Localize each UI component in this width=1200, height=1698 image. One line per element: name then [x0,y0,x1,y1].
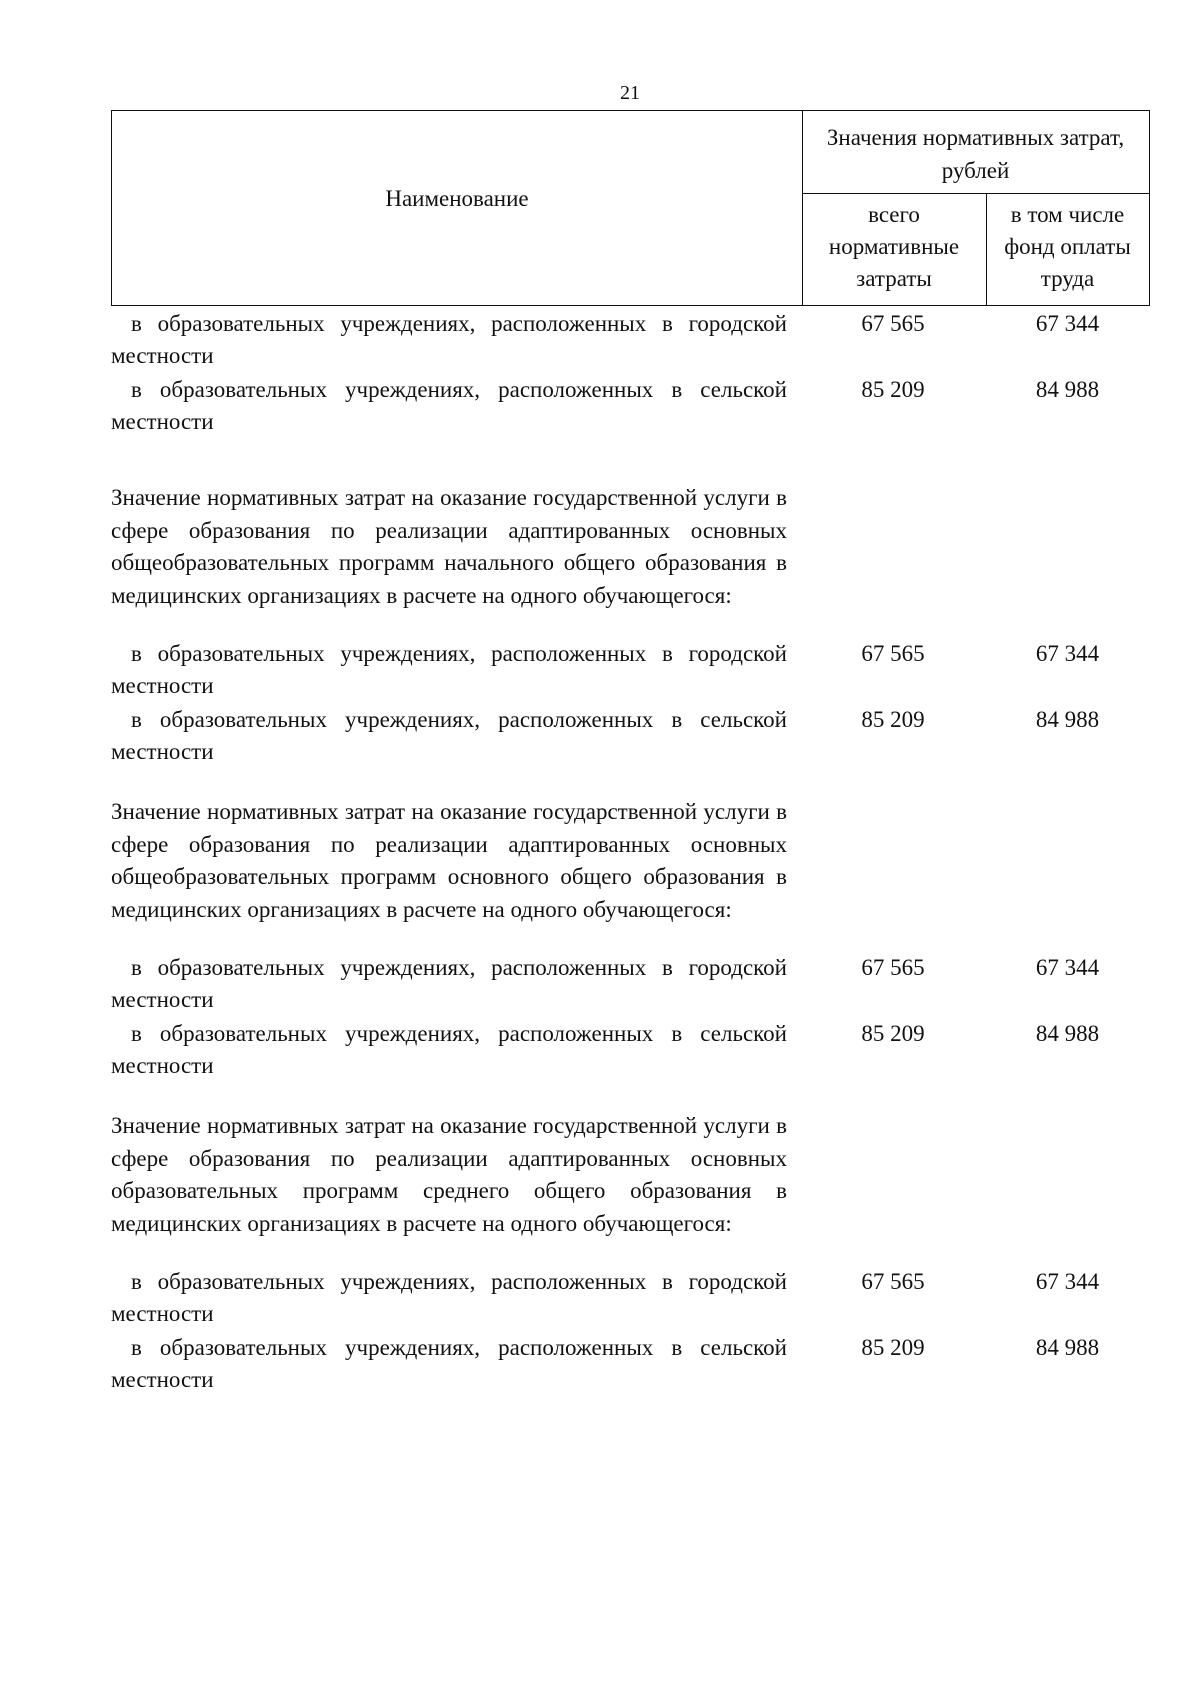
value-total: 85 209 [861,707,925,732]
section-heading: Значение нормативных затрат на оказание государственной услуги в сфере образования по реализации адаптированных основных общеобразовательных программ начального общего образования в медицинских организациях в расчете на одного обучающегося: [111,485,787,608]
row-label: в образовательных учреждениях, расположенных в городской местности [111,641,787,698]
value-total: 67 565 [861,955,925,980]
table-row [111,638,1151,702]
value-total: 67 565 [861,641,925,666]
section-heading: Значение нормативных затрат на оказание государственной услуги в сфере образования по реализации адаптированных основных образовательных программ среднего общего образования в медицинских организациях в расчете на одного обучающегося: [111,1113,787,1236]
row-label: в образовательных учреждениях, расположенных в сельской местности [111,377,787,434]
section-heading: Значение нормативных затрат на оказание государственной услуги в сфере образования по реализации адаптированных основных общеобразовательных программ основного общего образования в медицинских организациях в расчете на одного обучающегося: [111,799,787,922]
value-wage-fund: 67 344 [1035,641,1100,666]
value-total: 67 565 [861,1269,925,1294]
table-header [111,110,1150,306]
row-label: в образовательных учреждениях, расположенных в сельской местности [111,1021,787,1078]
page-number: 21 [620,82,640,104]
table-row [111,1332,1151,1396]
value-wage-fund: 67 344 [1035,311,1100,336]
value-total: 85 209 [861,377,925,402]
value-wage-fund: 84 988 [1035,1335,1100,1360]
row-label: в образовательных учреждениях, расположенных в городской местности [111,955,787,1012]
top-rows [111,308,1151,438]
row-label: в образовательных учреждениях, расположенных в сельской местности [111,1335,787,1392]
header-divider [802,193,1149,194]
column-header-total: всего нормативные затраты [828,202,960,291]
column-header-name: Наименование [385,186,529,211]
table-row [111,704,1151,768]
table-row [111,1018,1151,1082]
section-secondary-education [111,1110,1151,1396]
row-label: в образовательных учреждениях, расположенных в городской местности [111,1269,787,1326]
value-total: 85 209 [861,1021,925,1046]
column-group-header-values: Значения нормативных затрат, рублей [826,125,1125,183]
value-total: 85 209 [861,1335,925,1360]
column-header-wage-fund: в том числе фонд оплаты труда [1004,202,1131,291]
table-row [111,1266,1151,1330]
value-wage-fund: 84 988 [1035,377,1100,402]
table-body [111,308,1151,1396]
row-label: в образовательных учреждениях, расположенных в сельской местности [111,707,787,764]
row-label: в образовательных учреждениях, расположенных в городской местности [111,311,787,368]
table-row [111,374,1151,438]
table-row [111,308,1151,372]
section-basic-education [111,796,1151,1082]
value-total: 67 565 [861,311,925,336]
value-wage-fund: 67 344 [1035,1269,1100,1294]
value-wage-fund: 84 988 [1035,1021,1100,1046]
value-wage-fund: 84 988 [1035,707,1100,732]
section-primary-education [111,482,1151,768]
table-row [111,952,1151,1016]
value-wage-fund: 67 344 [1035,955,1100,980]
